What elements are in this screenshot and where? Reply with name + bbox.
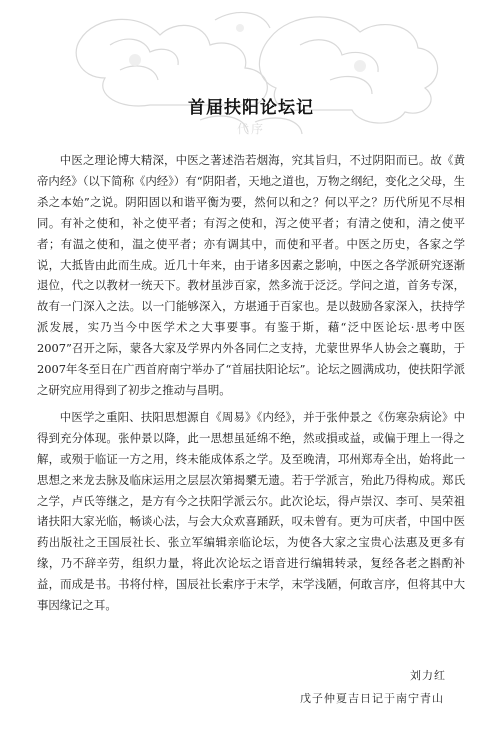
paragraph-1: 中医之理论博大精深，中医之著述浩若烟海，究其旨归，不过阴阳而已。故《黄帝内经》（以下简称《内经》）有“阴阳者，天地之道也，万物之纲纪，变化之父母，生杀之本始”之说。阴阳固以和谐平衡为要，然何以和之？何以平之？历代所见不尽相同。有补之使和，补之使平者；有泻之使和，泻之使平者；有清之使和，清之使平者；有温之使和，温之使平者；亦有调其中，而使和平者。中医之历史，各家之学说，大抵皆由此而生成。近几十年来，由于诸多因素之影响，中医之各学派研究逐渐退位，代之以教材一统天下。教材虽涉百家，然多流于泛泛。学问之道，首务专深，故有一门深入之法。以一门能够深入，方堪通于百家也。是以鼓励各家深入，扶持学派发展，实乃当今中医学术之大事要事。有鉴于斯，藉“泛中医论坛·思考中医2007”召开之际，蒙各大家及学界内外各同仁之支持，尤蒙世界华人协会之襄助，于2007年冬至日在广西首府南宁举办了“首届扶阳论坛”。论坛之圆满成功，使扶阳学派之研究应用得到了初步之推动与昌明。 xyxy=(37,153,465,397)
signature-author: 刘力红 xyxy=(410,669,446,682)
cloud-ornament xyxy=(0,0,502,170)
page-title: 首届扶阳论坛记 xyxy=(188,98,314,118)
faint-subtitle: 代序 xyxy=(236,122,265,136)
signature-date: 戊子仲夏吉日记于南宁青山 xyxy=(300,692,444,705)
paragraph-2: 中医学之重阳、扶阳思想源自《周易》《内经》，并于张仲景之《伤寒杂病论》中得到充分体现。张仲景以降，此一思想虽延绵不绝，然或損或益，或偏于理上一得之解，或殒于临证一方之用，终未能成体系之学。及至晚清，邛州郑寿全出，始将此一思想之来龙去脉及临床运用之层层次第揭櫫无遗。若于学派言，殆此乃得构成。郑氏之学，卢氏等继之，是方有今之扶阳学派云尔。此次论坛，得卢崇汉、李可、吴荣祖诸扶阳大家光临，畅谈心法，与会大众欢喜踊跃，叹未曾有。更为可庆者，中国中医药出版社之王国辰社长、张立军编辑亲临论坛，为使各大家之宝贵心法惠及更多有缘，乃不辞辛劳，组织力量，将此次论坛之语音进行编辑转录，复经各老之斟酌补益，而成是书。书将付梓，国辰社长索序于末学，末学浅陋，何敢言序，但将其中大事因缘记之耳。 xyxy=(37,409,465,613)
body-text xyxy=(37,150,465,622)
